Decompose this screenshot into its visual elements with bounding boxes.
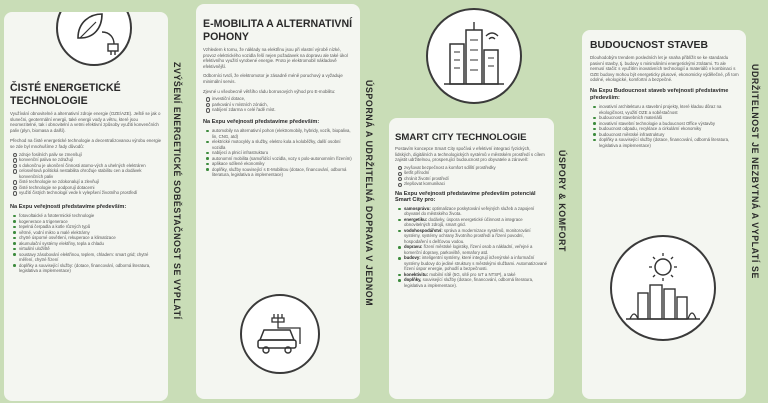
car-charger-icon [242,296,318,372]
list-item: aplikace sdílené ekonomiky [212,161,353,167]
item-text: řízení městské logistiky, řízení osob a nákladní, veřejné a komerční dopravy, parkoviště, semafory atd. [404,244,533,255]
list-item: elektrické motocykly a služby, elektro kola a koloběžky, další osobní vozidla [212,139,353,150]
list-item: čisté technologie se podporují dotacemi [19,185,162,191]
panel-title: ČISTÉ ENERGETICKÉ TECHNOLOGIE [10,82,121,107]
leaf-plug-icon [58,12,130,64]
list-item: investiční dotace, [212,96,353,102]
panel-smart-city [389,118,554,399]
panel-title: BUDOUCNOST STAVEB [590,40,708,51]
list-item: doplňky a související služby (dotace, financování, odborná literatura, legislativa a implementace) [599,137,740,148]
item-key: doplňky, [404,277,422,283]
list-item [404,255,548,272]
list-item: celosvětová politická nestabilita ohrožuje stabilitu cen a dodávek konvenčních paliv [19,168,162,179]
list-item: zvyšovat bezpečnost a komfort sdílítí prostředky [404,165,548,171]
pros-text: Odborníci tvrdí, že elektromotor je zásadně méně poruchový a vyžaduje minimální servis. [203,73,343,84]
list-item [404,277,548,288]
offer-list [395,206,548,289]
panel-title: E-MOBILITA A ALTERNATIVNÍ POHONY [203,18,353,43]
panel-e-mobility [196,4,360,399]
reasons-list [10,152,162,196]
list-item: automobily na alternativní pohon (elektromobily, hybridy, vozík, biopaliva, lin, CNG, atd) [212,128,353,139]
list-item: inovativní architekturu a stavební projekty, které kladou důraz na ekologičnost, využití OZE a soběstačnost [599,104,740,115]
item-text: mobilní sítě (5G, sítě pro IoT a NTSP), a také [429,271,516,277]
list-item [404,217,548,228]
item-text: dodávky, úspora energetické účinnost a integrace obnovitelných zdrojů, smart grid. [404,216,523,228]
item-key: dopravu: [404,244,423,250]
item-text: správa a modernizace systémů, monitorování systémy, systémy ochrany životního prostředí a řízení povodní, hospodaření s dešťovou vodou. [404,227,531,244]
list-item: akumulační systémy elektřiny, tepla a chladu [19,241,162,247]
vertical-heading-1: ZVÝŠENÍ ENERGETICKÉ SOBĚSTAČNOST SE VYPLATÍ [172,62,182,320]
item-text: související služby (dotace, financování, odborná literatura, legislativa a implementace). [404,277,534,288]
intro-text: Vzhledem k tomu, že náklady na elektřinu jsou při vlastní výrobě nízké, provoz elektrického vozidla řeší nejen požadavek na dopravu ale také úkol efektivního využití vyrobené energie. Proto je elektromobil nákladově efektivnější. [203,47,348,69]
list-item: šetřit přírodní [404,170,548,176]
vertical-heading-3: ÚSPORY & KOMFORT [557,150,567,252]
list-item: autonomní mobilita (samořídící vozidla, vozy s polo-autonomním řízením) [212,155,352,161]
benefits-list [203,96,353,113]
offer-list [203,128,353,178]
list-item: využití čistých technologií vede k vylepšení životního prostředí [19,190,162,196]
offer-list [590,104,740,148]
list-item: budoucnost stavebních materiálů [599,115,740,121]
charging-illustration [240,294,320,374]
eco-city-illustration [610,235,716,341]
list-item: čisté technologie se zdokonalují a zlevňují [19,179,162,185]
list-item: větrné, vodní mikro a malé elektrárny [19,230,162,236]
list-item: parkování v místních zónách, [212,102,353,108]
list-item: zlepšovat komunikaci [404,181,548,187]
section-subtitle: Na Expu veřejnosti představíme především: [10,203,127,210]
list-item: inovativní stavební technologie a budoucnost Office výstavby [599,121,740,127]
list-item: budoucnost odpadu, recyklace a cirkulární ekonomiky [599,126,740,132]
intro-text: Postavím koncepce Smart City spočívá v efektivní integraci fyzických, lidských, digitálních a technologických systémů v městském prostředí s cílem zajistit udržitelnou, prosperující budoucnost pro obyvatele a zároveň: [395,146,545,163]
list-item: doplňky a související služby: (dotace, financování, odborná literatura, legislativa a implementace) [19,263,162,274]
section-subtitle: Na Expu Budoucnost staveb veřejnosti představíme především: [590,87,729,101]
item-key: samosprávu: [404,205,431,211]
vertical-heading-4: UDRŽITELNOST JE NEZBYTNÁ A VYPLATÍ SE [750,64,760,279]
list-item: nabíjecí a plnicí infrastrukturu [212,150,353,156]
panel-title: SMART CITY TECHNOLOGIE [395,132,527,143]
panel-future-buildings [582,30,746,399]
section-subtitle: Na Expu veřejnosti představíme především potenciál Smart City pro: [395,190,536,204]
energy-plug-illustration [56,12,132,66]
list-item [404,206,548,217]
list-item [404,228,548,245]
list-item: zdroje fosilních paliv se zmenšují [19,152,162,158]
panel-clean-energy [4,12,168,401]
intro-text: Využívání obnovitelné a alternativní zdroje energie (OZE/AZE). Ještě se jak o slunečni, geotermální energii, také energii vody a větru, které jsou neomezitelné, tak i obnovitelní a vetmi efektivní způsoby využiti konvenčních paliv (plyn, biomasa a další). [10,111,161,133]
section-subtitle: Na Expu veřejnosti představíme především: [203,118,320,125]
vertical-heading-2: ÚSPORNÁ A UDRŽITELNÁ DOPRAVA V JEDNOM [364,80,374,307]
list-item: soustavy zásobování elektřinou, teplem, chladem: smart grid; chytré měření, chytré řízení [19,252,162,263]
item-key: konektivitu: [404,271,429,277]
list-item: konvenční paliva se zdražují [19,157,162,163]
extra-text: Zjevné u všeobecně většího rádu borrusových výhod pro E-mobilitu: [203,88,336,94]
sun-skyline-icon [612,237,714,339]
list-item: budoucnost městské infrastruktury [599,132,740,138]
list-item: nabíjení zdarma v celé řadě míst. [212,107,353,113]
goals-list [395,165,548,187]
smart-city-illustration [426,8,522,104]
list-item: tepelná čerpadla a kotle různých typů [19,224,162,230]
list-item: kogenerace a trigenerace [19,219,162,225]
city-buildings-icon [428,10,520,102]
item-key: budovy: [404,255,421,261]
list-item: s dokončnu je ukončení činnosti atomo-vých a uhelných elektráren [19,163,162,169]
item-text: inteligentní systémy, které integrují inženýrské a informační systémy budovy do jediné struktury s městskými službami. Automatizované řízení úspor energie, pohodlí a bezpečnosti. [404,255,548,272]
item-text: optimalizace poskytování veřejných služeb a zapojení obyvatel do městského života. [404,205,535,217]
item-key: energetiku: [404,216,428,222]
item-key: vodohospodářství: [404,227,443,233]
list-item: chránit životní prostředí [404,176,548,182]
list-item: doplňky, služby související s E-Mobilitou (dotace, financování, odborná literatura, legislativa a implementace) [212,167,353,178]
list-item: chytré úsporné osvětlení, rekuperace a klimatizace [19,235,162,241]
list-item [404,244,548,255]
list-item: virtuální uložiště [19,246,162,252]
intro-text: Dlouhodobým trendem posledních let je snaha přiblížit se ke standardu pasivní stavby, tj. budovy s minimálními energetickými ztrátami. To ale nemusí stačit: s využitím inovativních technologií a materiálů v kombinaci s OZE budovy mohou být energeticky plusové, ekonomicky výdělečné, při tom odolné, ekologické, komfortní a bezpečné. [590,55,739,83]
list-item: fotovoltaické a fototermické technologie [19,213,162,219]
transition-text: Přechod na čisté energetické technologie a decentralizovanou výrobu energie se zde byl mnohušíme z řady důvodů: [10,138,162,149]
offer-list [10,213,162,274]
